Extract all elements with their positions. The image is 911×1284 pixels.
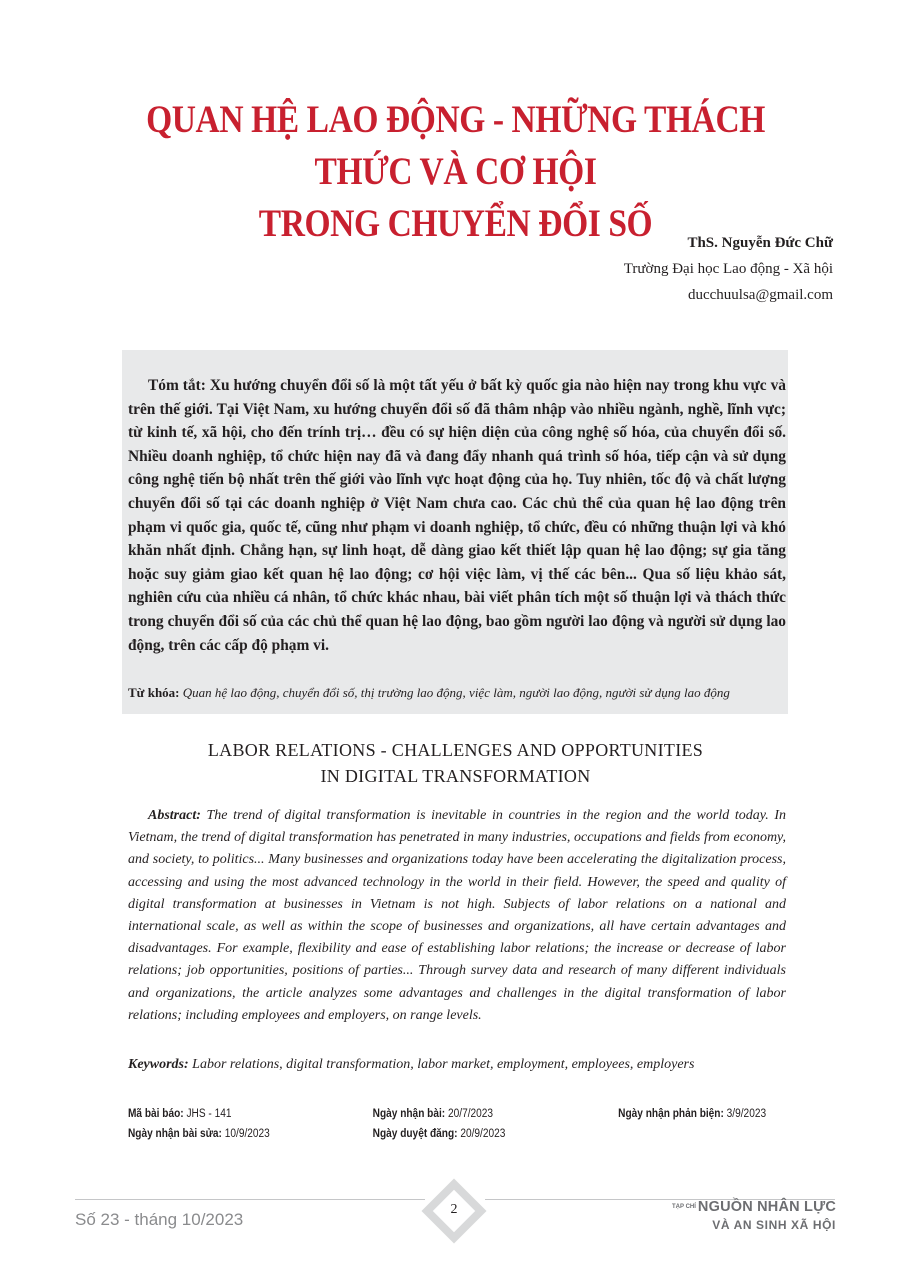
author-name: ThS. Nguyễn Đức Chữ	[687, 235, 833, 251]
journal-brand	[672, 1199, 836, 1233]
summary-label: Tóm tắt:	[148, 377, 206, 394]
accepted-date-value: 20/9/2023	[457, 1128, 506, 1140]
accepted-date	[373, 1124, 506, 1144]
received-date-label: Ngày nhận bài:	[372, 1108, 446, 1120]
revised-date	[128, 1124, 270, 1144]
article-code-label: Mã bài báo:	[128, 1108, 184, 1120]
journal-name-line2: VÀ AN SINH XÃ HỘI	[712, 1218, 836, 1233]
author-block	[624, 230, 833, 308]
author-email: ducchuulsa@gmail.com	[687, 287, 833, 303]
article-code	[128, 1104, 231, 1124]
abstract-en	[128, 805, 786, 1027]
keywords-en-text: Labor relations, digital transformation, labor market, employment, employees, employers	[188, 1057, 695, 1072]
accepted-date-label: Ngày duyệt đăng:	[372, 1128, 458, 1140]
author-affiliation: Trường Đại học Lao động - Xã hội	[623, 261, 833, 277]
english-title-line2: IN DIGITAL TRANSFORMATION	[320, 766, 591, 786]
keywords-vi-text: Quan hệ lao động, chuyển đổi số, thị trường lao động, việc làm, người lao động, người sử dụng lao động	[179, 685, 730, 700]
review-date-label: Ngày nhận phản biện:	[618, 1108, 724, 1120]
issue-label: Số 23 - tháng 10/2023	[75, 1210, 244, 1229]
received-date-value: 20/7/2023	[445, 1108, 494, 1120]
review-date	[618, 1104, 766, 1124]
keywords-vi	[128, 684, 788, 702]
summary-vi	[128, 374, 786, 657]
keywords-vi-label: Từ khóa:	[128, 685, 180, 700]
article-title-line1: QUAN HỆ LAO ĐỘNG - NHỮNG THÁCH THỨC VÀ CƠ HỘI	[146, 98, 765, 193]
journal-prefix: TẠP CHÍ	[672, 1204, 696, 1211]
page-number: 2	[450, 1202, 458, 1217]
article-title-line2: TRONG CHUYỂN ĐỔI SỐ	[258, 202, 653, 245]
journal-name-line1: NGUỒN NHÂN LỰC	[697, 1199, 836, 1215]
english-title	[100, 737, 811, 789]
summary-text: Xu hướng chuyển đổi số là một tất yếu ở bất kỳ quốc gia nào hiện nay trong khu vực và trên thế giới. Tại Việt Nam, xu hướng chuyển đổi số đã thâm nhập vào nhiều ngành, nghề, lĩnh vực; từ kinh tế, xã hội, cho đến trính trị… đều có sự hiện diện của công nghệ số hóa, của chuyển đổi số. Nhiều doanh nghiệp, tổ chức hiện nay đã và đang đẩy nhanh quá trình số hóa, tiếp cận và sử dụng công nghệ tiến bộ nhất trên thế giới vào lĩnh vực hoạt động của họ. Tuy nhiên, tốc độ và chất lượng chuyển đổi số tại các doanh nghiệp ở Việt Nam chưa cao. Các chủ thể của quan hệ lao động trên phạm vi quốc gia, quốc tế, cũng như phạm vi doanh nghiệp, tổ chức, đều có những thuận lợi và khó khăn nhất định. Chẳng hạn, sự linh hoạt, dễ dàng giao kết thiết lập quan hệ lao động; sự gia tăng hoặc suy giảm giao kết quan hệ lao động; cơ hội việc làm, vị thế các bên... Qua số liệu khảo sát, nghiên cứu của nhiều cá nhân, tổ chức khác nhau, bài viết phân tích một số thuận lợi và thách thức trong chuyển đổi số của các chủ thể quan hệ lao động, bao gồm người lao động và người sử dụng lao động, trên các cấp độ phạm vi.	[128, 377, 787, 654]
received-date	[373, 1104, 493, 1124]
english-title-line1: LABOR RELATIONS - CHALLENGES AND OPPORTUNITIES	[207, 740, 704, 760]
abstract-label: Abstract:	[148, 808, 201, 823]
revised-date-label: Ngày nhận bài sửa:	[128, 1128, 222, 1140]
revised-date-value: 10/9/2023	[221, 1128, 270, 1140]
footer-divider-left	[75, 1199, 425, 1200]
review-date-value: 3/9/2023	[723, 1108, 767, 1120]
article-code-value: JHS - 141	[183, 1108, 232, 1120]
keywords-en-label: Keywords:	[128, 1057, 189, 1072]
article-meta	[128, 1104, 767, 1144]
keywords-en	[128, 1055, 788, 1075]
article-title	[115, 94, 795, 250]
abstract-text: The trend of digital transformation is inevitable in countries in the region and the world today. In Vietnam, the trend of digital transformation has penetrated in many industries, occupations and fields from economy, and society, to politics... Many businesses and organizations today have been accelerating the digitalization process, accessing and using the most advanced technology in the world in their field. However, the speed and quality of digital transformation at businesses in Vietnam is not high. Subjects of labor relations on a national and international scale, as well as within the scope of businesses and organizations, all have certain advantages and disadvantages. For example, flexibility and ease of establishing labor relations; the increase or decrease of labor relations; job opportunities, positions of parties... Through survey data and research of many different individuals and organizations, the article analyzes some advantages and challenges in the digital transformation of labor relations; including employees and employers, on range levels.	[128, 808, 786, 1023]
